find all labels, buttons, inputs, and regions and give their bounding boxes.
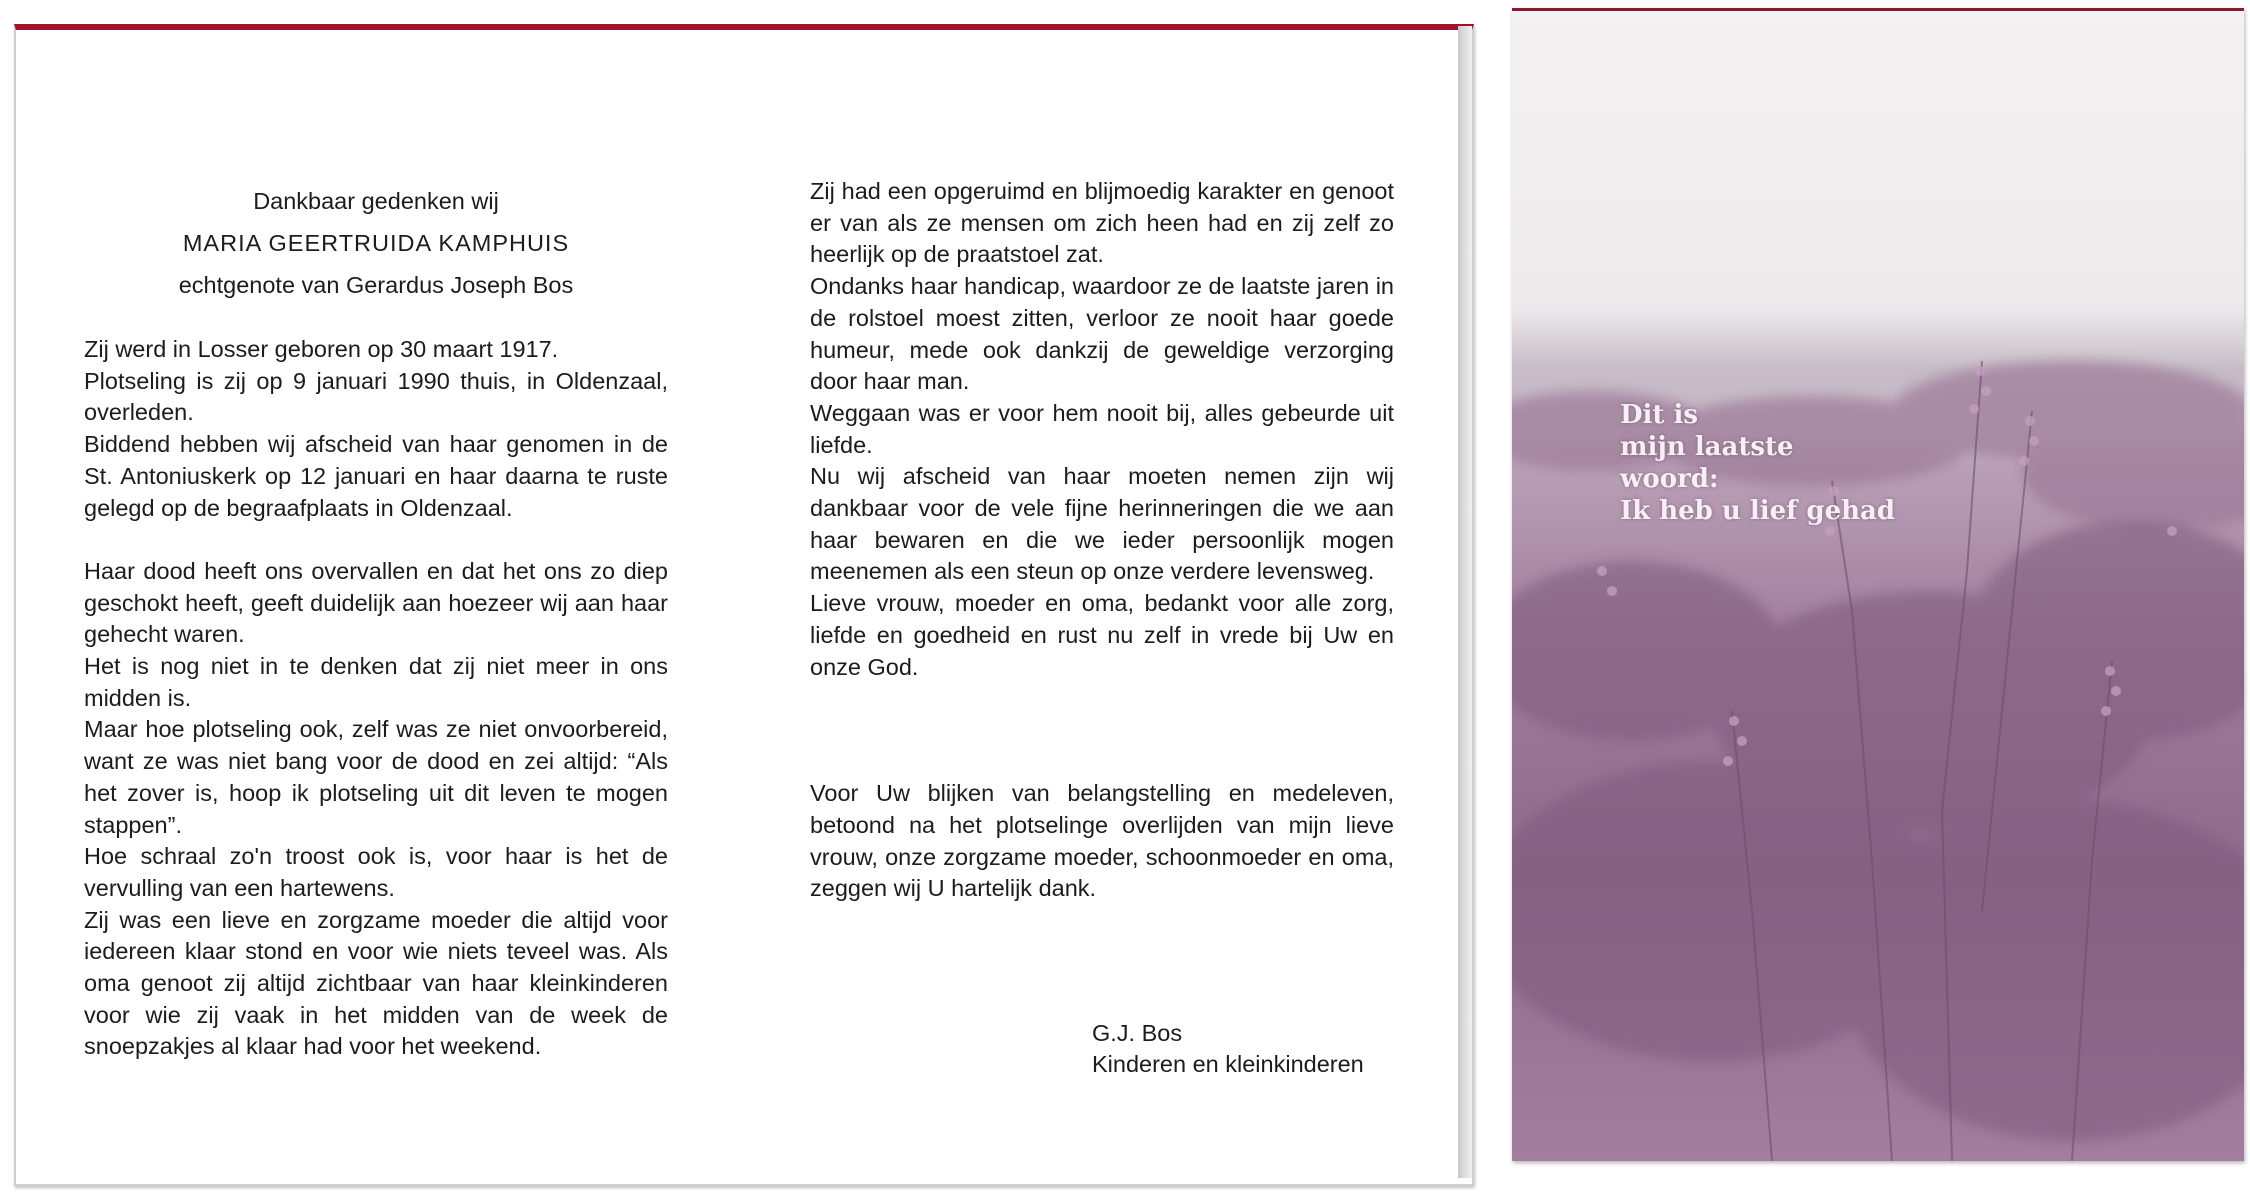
- paragraph: Zij werd in Losser geboren op 30 maart 1917.: [84, 336, 559, 362]
- cover-poem: [1620, 399, 1895, 527]
- signature-block: [1092, 1018, 1364, 1080]
- poem-line: Ik heb u lief gehad: [1620, 496, 1896, 526]
- paragraph: Maar hoe plotseling ook, zelf was ze niet onvoorbereid, want ze was niet bang voor de dood en zei altijd: “Als het zover is, hoop ik plotseling uit dit leven te mogen stappen”.: [84, 716, 668, 838]
- poem-line: Dit is: [1620, 400, 1698, 430]
- card-cover: [1512, 8, 2244, 1161]
- paragraph: Lieve vrouw, moeder en oma, bedankt voor alle zorg, liefde en goedheid en rust nu zelf in vrede bij Uw en onze God.: [810, 590, 1394, 680]
- poem-line: woord:: [1620, 464, 1719, 494]
- signature-family: Kinderen en kleinkinderen: [1092, 1051, 1364, 1077]
- heather-field-photo: [1512, 11, 2244, 1161]
- paragraph: Weggaan was er voor hem nooit bij, alles gebeurde uit liefde.: [810, 399, 1394, 458]
- header-dedication: Dankbaar gedenken wij: [253, 188, 499, 214]
- paragraph: Biddend hebben wij afscheid van haar genomen in de St. Antoniuskerk op 12 januari en haar daarna te ruste gelegd op de begraafplaats in Oldenzaal.: [84, 431, 668, 521]
- signature-name: G.J. Bos: [1092, 1020, 1183, 1046]
- right-page-text: [810, 176, 1394, 905]
- paragraph: Plotseling is zij op 9 januari 1990 thuis, in Oldenzaal, overleden.: [84, 367, 668, 426]
- paragraph: Zij had een opgeruimd en blijmoedig karakter en genoot er van als ze mensen om zich heen had en zij zelf zo heerlijk op de praatstoel zat.: [810, 178, 1394, 268]
- paragraph: Ondanks haar handicap, waardoor ze de laatste jaren in de rolstoel moest zitten, verloor ze nooit haar goede humeur, mede ook dankzij de geweldige verzorging door haar man.: [810, 273, 1394, 395]
- paragraph: Het is nog niet in te denken dat zij niet meer in ons midden is.: [84, 653, 668, 711]
- paragraph: Hoe schraal zo'n troost ook is, voor haar is het de vervulling van een hartewens.: [84, 843, 668, 901]
- card-header: [84, 180, 668, 306]
- paragraph: Nu wij afscheid van haar moeten nemen zijn wij dankbaar voor de vele fijne herinneringen die we aan haar bewaren en die we ieder persoonlijk mogen meenemen als een steun op onze verdere levensweg.: [810, 463, 1394, 585]
- paragraph: Haar dood heeft ons overvallen en dat het ons zo diep geschokt heeft, geeft duidelijk aan hoezeer wij aan haar gehecht waren.: [84, 557, 668, 648]
- card-fold-edge: [1458, 26, 1472, 1178]
- thanks-paragraph: Voor Uw blijken van belangstelling en medeleven, betoond na het plotselinge overlijden van mijn lieve vrouw, onze zorgzame moeder, schoonmoeder en oma, zeggen wij U hartelijk dank.: [810, 780, 1394, 902]
- poem-line: mijn laatste: [1620, 432, 1794, 462]
- paragraph: Zij was een lieve en zorgzame moeder die altijd voor iedereen klaar stond en voor wie niets teveel was. Als oma genoot zij altijd zichtbaar van haar kleinkinderen voor wie zij vaak in het midden van de week de snoepzakjes al klaar had voor het weekend.: [84, 906, 668, 1060]
- spouse-line: echtgenote van Gerardus Joseph Bos: [178, 272, 574, 298]
- deceased-name: MARIA GEERTRUIDA KAMPHUIS: [182, 230, 570, 256]
- left-page-text: [84, 334, 668, 1063]
